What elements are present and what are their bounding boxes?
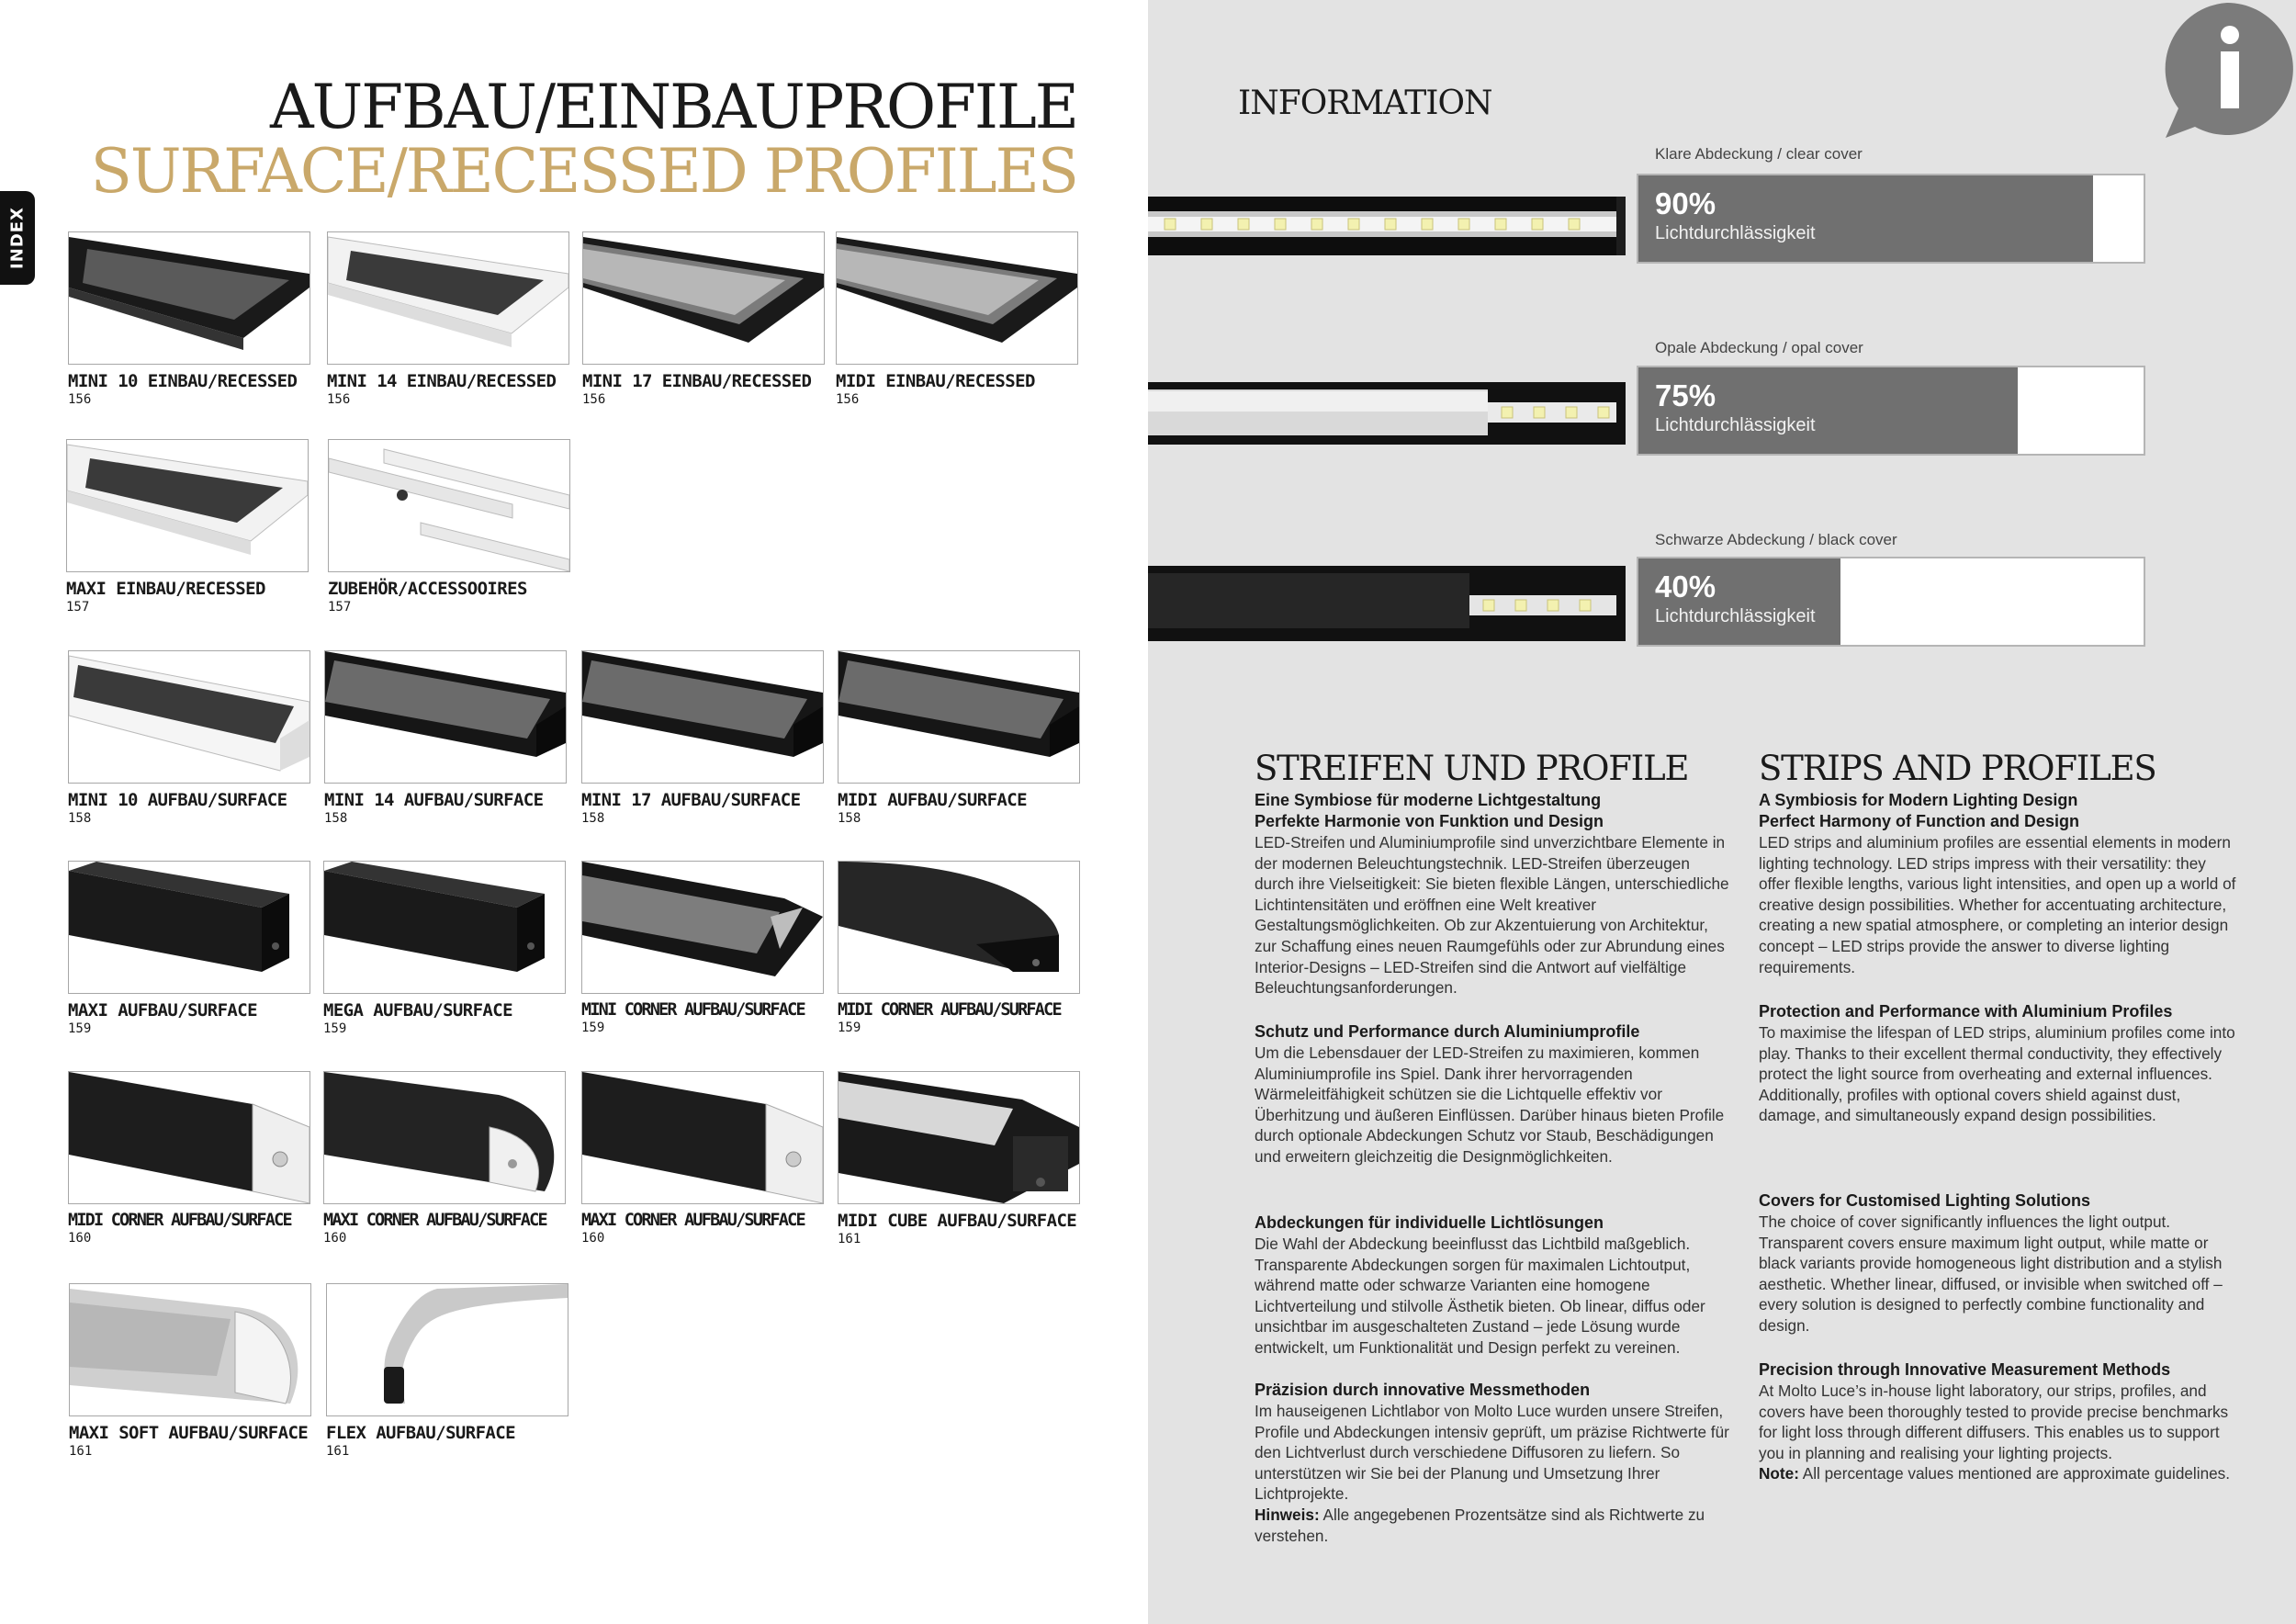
en-precision-heading: Precision through Innovative Measurement Methods bbox=[1759, 1360, 2171, 1379]
de-covers-heading: Abdeckungen für individuelle Lichtlösungen bbox=[1255, 1213, 1604, 1232]
product-image bbox=[838, 650, 1080, 784]
en-covers-text: The choice of cover significantly influences the light output. Transparent covers ensure maximum light output, while matte or black variants provide homogeneous light distribution and a stylish aesthetic. Whether linear, diffused, or invisible when switched off – every solution is designed to perfectly combine functionality and design. bbox=[1759, 1212, 2223, 1335]
product-name: MINI 10 AUFBAU/SURFACE bbox=[68, 790, 287, 810]
product-image bbox=[68, 650, 310, 784]
product-page-number: 159 bbox=[68, 1021, 92, 1036]
product-name: MIDI CUBE AUFBAU/SURFACE bbox=[838, 1211, 1077, 1231]
product-card[interactable] bbox=[68, 861, 321, 1036]
en-precision-text: At Molto Luce’s in-house light laboratory, our strips, profiles, and covers have been thoroughly tested to provide precise benchmarks for light loss through different diffusers. This enables us to support you in planning and realising your lighting projects. bbox=[1759, 1382, 2229, 1462]
transmission-percent: 40% bbox=[1655, 570, 1716, 603]
right-page bbox=[1148, 0, 2296, 1624]
en-precision-section bbox=[1759, 1359, 2236, 1484]
product-card[interactable] bbox=[324, 650, 578, 826]
product-page-number: 157 bbox=[66, 600, 90, 615]
transmission-caption: Lichtdurchlässigkeit bbox=[1655, 415, 1816, 435]
product-page-number: 159 bbox=[323, 1021, 347, 1036]
product-image bbox=[581, 1071, 824, 1204]
product-image bbox=[581, 861, 824, 994]
product-page-number: 161 bbox=[69, 1444, 93, 1459]
product-page-number: 160 bbox=[581, 1231, 605, 1246]
product-card[interactable] bbox=[69, 1283, 322, 1459]
product-card[interactable] bbox=[838, 1071, 1091, 1246]
opal-cover-strip-image bbox=[1148, 377, 1626, 450]
product-page-number: 160 bbox=[323, 1231, 347, 1246]
product-name: MINI 14 EINBAU/RECESSED bbox=[327, 371, 557, 391]
clear-cover-strip-image bbox=[1148, 184, 1626, 268]
product-card[interactable] bbox=[66, 439, 320, 615]
product-name: MAXI AUFBAU/SURFACE bbox=[68, 1000, 257, 1021]
product-page-number: 158 bbox=[581, 811, 605, 826]
product-card[interactable] bbox=[323, 861, 577, 1036]
product-card[interactable] bbox=[581, 861, 835, 1035]
product-name: MINI 17 EINBAU/RECESSED bbox=[582, 371, 812, 391]
product-card[interactable] bbox=[836, 231, 1089, 407]
product-image bbox=[326, 1283, 568, 1416]
product-image bbox=[582, 231, 825, 365]
product-name: MIDI AUFBAU/SURFACE bbox=[838, 790, 1027, 810]
cover-label: Schwarze Abdeckung / black cover bbox=[1655, 531, 1897, 548]
product-page-number: 160 bbox=[68, 1231, 92, 1246]
german-column bbox=[1255, 748, 1732, 1545]
product-name: MAXI SOFT AUFBAU/SURFACE bbox=[69, 1423, 309, 1443]
product-page-number: 156 bbox=[582, 392, 606, 407]
product-image bbox=[327, 231, 569, 365]
product-image bbox=[68, 861, 310, 994]
product-page-number: 158 bbox=[324, 811, 348, 826]
en-heading: STRIPS AND PROFILES bbox=[1759, 749, 2156, 788]
en-note-label: Note: bbox=[1759, 1464, 1799, 1483]
cover-label: Opale Abdeckung / opal cover bbox=[1655, 339, 1863, 356]
product-card[interactable] bbox=[838, 650, 1091, 826]
product-card[interactable] bbox=[328, 439, 581, 615]
de-covers-section bbox=[1255, 1212, 1732, 1359]
index-tab[interactable] bbox=[0, 191, 35, 285]
product-page-number: 159 bbox=[581, 1021, 605, 1035]
info-title: INFORMATION bbox=[1238, 85, 1492, 122]
product-page-number: 161 bbox=[838, 1232, 861, 1246]
de-note bbox=[1255, 1505, 1732, 1546]
black-cover-strip-image bbox=[1148, 560, 1626, 643]
product-card[interactable] bbox=[581, 1071, 835, 1246]
product-name: MEGA AUFBAU/SURFACE bbox=[323, 1000, 512, 1021]
product-image bbox=[324, 650, 567, 784]
de-heading: STREIFEN UND PROFILE bbox=[1255, 749, 1689, 788]
de-protection-text: Um die Lebensdauer der LED-Streifen zu maximieren, kommen Aluminiumprofile ins Spiel. Dank ihrer hervorragenden Wärmeleitfähigkeit schützen sie die Lichtquelle effektiv vor Überhitzung und äußeren Einflüssen. Darüber hinaus bieten Profile durch optionale Abdeckungen Schutz vor Staub, Beschädigungen und erweitern gleichzeitig die Designmöglichkeiten. bbox=[1255, 1043, 1725, 1166]
en-protection-text: To maximise the lifespan of LED strips, aluminium profiles come into play. Thanks to their excellent thermal conductivity, they effectively protect the light source from overheating and external influences. Additionally, profiles with optional covers shield against dust, damage, and simultaneously expand design possibilities. bbox=[1759, 1023, 2235, 1125]
transmission-caption: Lichtdurchlässigkeit bbox=[1655, 606, 1816, 626]
transmission-bar bbox=[1637, 174, 2145, 264]
product-page-number: 156 bbox=[68, 392, 92, 407]
product-image bbox=[581, 650, 824, 784]
product-page-number: 159 bbox=[838, 1021, 861, 1035]
page-title-en: SURFACE/RECESSED PROFILES bbox=[90, 136, 1077, 207]
en-note-text: All percentage values mentioned are approximate guidelines. bbox=[1802, 1464, 2231, 1483]
product-name: MINI CORNER AUFBAU/SURFACE bbox=[581, 1000, 805, 1020]
de-precision-heading: Präzision durch innovative Messmethoden bbox=[1255, 1381, 1591, 1399]
en-note bbox=[1759, 1463, 2236, 1484]
product-page-number: 156 bbox=[836, 392, 860, 407]
transmission-percent: 90% bbox=[1655, 186, 1716, 220]
de-note-label: Hinweis: bbox=[1255, 1505, 1320, 1524]
product-card[interactable] bbox=[326, 1283, 580, 1459]
en-subheading-1: A Symbiosis for Modern Lighting Design bbox=[1759, 791, 2078, 809]
en-protection-section bbox=[1759, 1001, 2236, 1126]
de-covers-text: Die Wahl der Abdeckung beeinflusst das Lichtbild maßgeblich. Transparente Abdeckungen sorgen für maximalen Lichtoutput, während matte oder schwarze Varianten eine homogene Lichtverteilung und stilvolle Ästhetik bieten. Ob linear, diffus oder unsichtbar im ausgeschalteten Zustand – jede Lösung wurde entwickelt, um Funktionalität und Design perfekt zu vereinen. bbox=[1255, 1235, 1705, 1357]
product-name: ZUBEHÖR/ACCESSOOIRES bbox=[328, 579, 527, 599]
product-name: MIDI CORNER AUFBAU/SURFACE bbox=[838, 1000, 1061, 1020]
cover-label: Klare Abdeckung / clear cover bbox=[1655, 145, 1863, 163]
english-column bbox=[1759, 748, 2236, 1483]
product-name: MAXI EINBAU/RECESSED bbox=[66, 579, 265, 599]
product-image bbox=[836, 231, 1078, 365]
de-protection-section bbox=[1255, 1021, 1732, 1167]
product-name: MINI 14 AUFBAU/SURFACE bbox=[324, 790, 544, 810]
product-page-number: 156 bbox=[327, 392, 351, 407]
index-tab-label: INDEX bbox=[7, 207, 28, 269]
transmission-bar bbox=[1637, 366, 2145, 456]
product-image bbox=[323, 861, 566, 994]
en-protection-heading: Protection and Performance with Aluminium Profiles bbox=[1759, 1002, 2173, 1021]
product-image bbox=[838, 861, 1080, 994]
product-name: FLEX AUFBAU/SURFACE bbox=[326, 1423, 515, 1443]
product-page-number: 158 bbox=[838, 811, 861, 826]
product-card[interactable] bbox=[327, 231, 580, 407]
product-card[interactable] bbox=[838, 861, 1091, 1035]
product-card[interactable] bbox=[582, 231, 836, 407]
en-subheading-2: Perfect Harmony of Function and Design bbox=[1759, 812, 2080, 830]
product-image bbox=[68, 231, 310, 365]
transmission-percent: 75% bbox=[1655, 378, 1716, 412]
de-subheading-1: Eine Symbiose für moderne Lichtgestaltung bbox=[1255, 791, 1602, 809]
product-name: MIDI EINBAU/RECESSED bbox=[836, 371, 1035, 391]
product-card[interactable] bbox=[68, 231, 321, 407]
product-image bbox=[328, 439, 570, 572]
product-name: MINI 17 AUFBAU/SURFACE bbox=[581, 790, 801, 810]
product-page-number: 157 bbox=[328, 600, 352, 615]
de-precision-text: Im hauseigenen Lichtlabor von Molto Luce wurden unsere Streifen, Profile und Abdeckungen intensiv geprüft, um präzise Richtwerte für den Lichtverlust durch verschiedene Diffusoren zu liefern. So unterstützen wir Sie bei der Planung und Umsetzung Ihrer Lichtprojekte. bbox=[1255, 1402, 1729, 1504]
product-name: MAXI CORNER AUFBAU/SURFACE bbox=[323, 1211, 546, 1230]
de-subheading-2: Perfekte Harmonie von Funktion und Design bbox=[1255, 812, 1604, 830]
product-card[interactable] bbox=[581, 650, 835, 826]
transmission-bar bbox=[1637, 557, 2145, 647]
product-name: MINI 10 EINBAU/RECESSED bbox=[68, 371, 298, 391]
en-covers-section bbox=[1759, 1190, 2236, 1336]
product-image bbox=[323, 1071, 566, 1204]
en-covers-heading: Covers for Customised Lighting Solutions bbox=[1759, 1191, 2091, 1210]
product-image bbox=[69, 1283, 311, 1416]
info-icon bbox=[2158, 0, 2296, 138]
product-card[interactable] bbox=[323, 1071, 577, 1246]
product-card[interactable] bbox=[68, 1071, 321, 1246]
de-note-text: Alle angegebenen Prozentsätze sind als Richtwerte zu verstehen. bbox=[1255, 1505, 1705, 1545]
product-card[interactable] bbox=[68, 650, 321, 826]
de-precision-section bbox=[1255, 1380, 1732, 1546]
product-image bbox=[66, 439, 309, 572]
product-image bbox=[838, 1071, 1080, 1204]
de-intro-text: LED-Streifen und Aluminiumprofile sind unverzichtbare Elemente in der modernen Beleuchtungstechnik. LED-Streifen überzeugen durch ihre Vielseitigkeit: Sie bieten flexible Längen, unterschiedliche Lichtintensitäten und eröffnen eine Welt kreativer Gestaltungsmöglichkeiten. Ob zur Akzentuierung von Architektur, zur Schaffung eines neuen Raumgefühls oder zur Abrundung eines Interior-Designs – LED-Streifen sind die Antwort auf vielfältige Beleuchtungsanforderungen. bbox=[1255, 833, 1729, 998]
page-title-de: AUFBAU/EINBAUPROFILE bbox=[270, 72, 1077, 142]
transmission-caption: Lichtdurchlässigkeit bbox=[1655, 223, 1816, 243]
product-name: MIDI CORNER AUFBAU/SURFACE bbox=[68, 1211, 291, 1230]
product-page-number: 161 bbox=[326, 1444, 350, 1459]
product-page-number: 158 bbox=[68, 811, 92, 826]
product-name: MAXI CORNER AUFBAU/SURFACE bbox=[581, 1211, 805, 1230]
product-image bbox=[68, 1071, 310, 1204]
en-intro-text: LED strips and aluminium profiles are essential elements in modern lighting technology. LED strips impress with their versatility: they offer flexible lengths, various light intensities, and open up a world of creative design possibilities. Whether for accentuating architecture, creating a new spatial atmosphere, or completing an interior design concept – LED strips provide the answer to diverse lighting requirements. bbox=[1759, 833, 2236, 976]
de-protection-heading: Schutz und Performance durch Aluminiumprofile bbox=[1255, 1022, 1640, 1041]
